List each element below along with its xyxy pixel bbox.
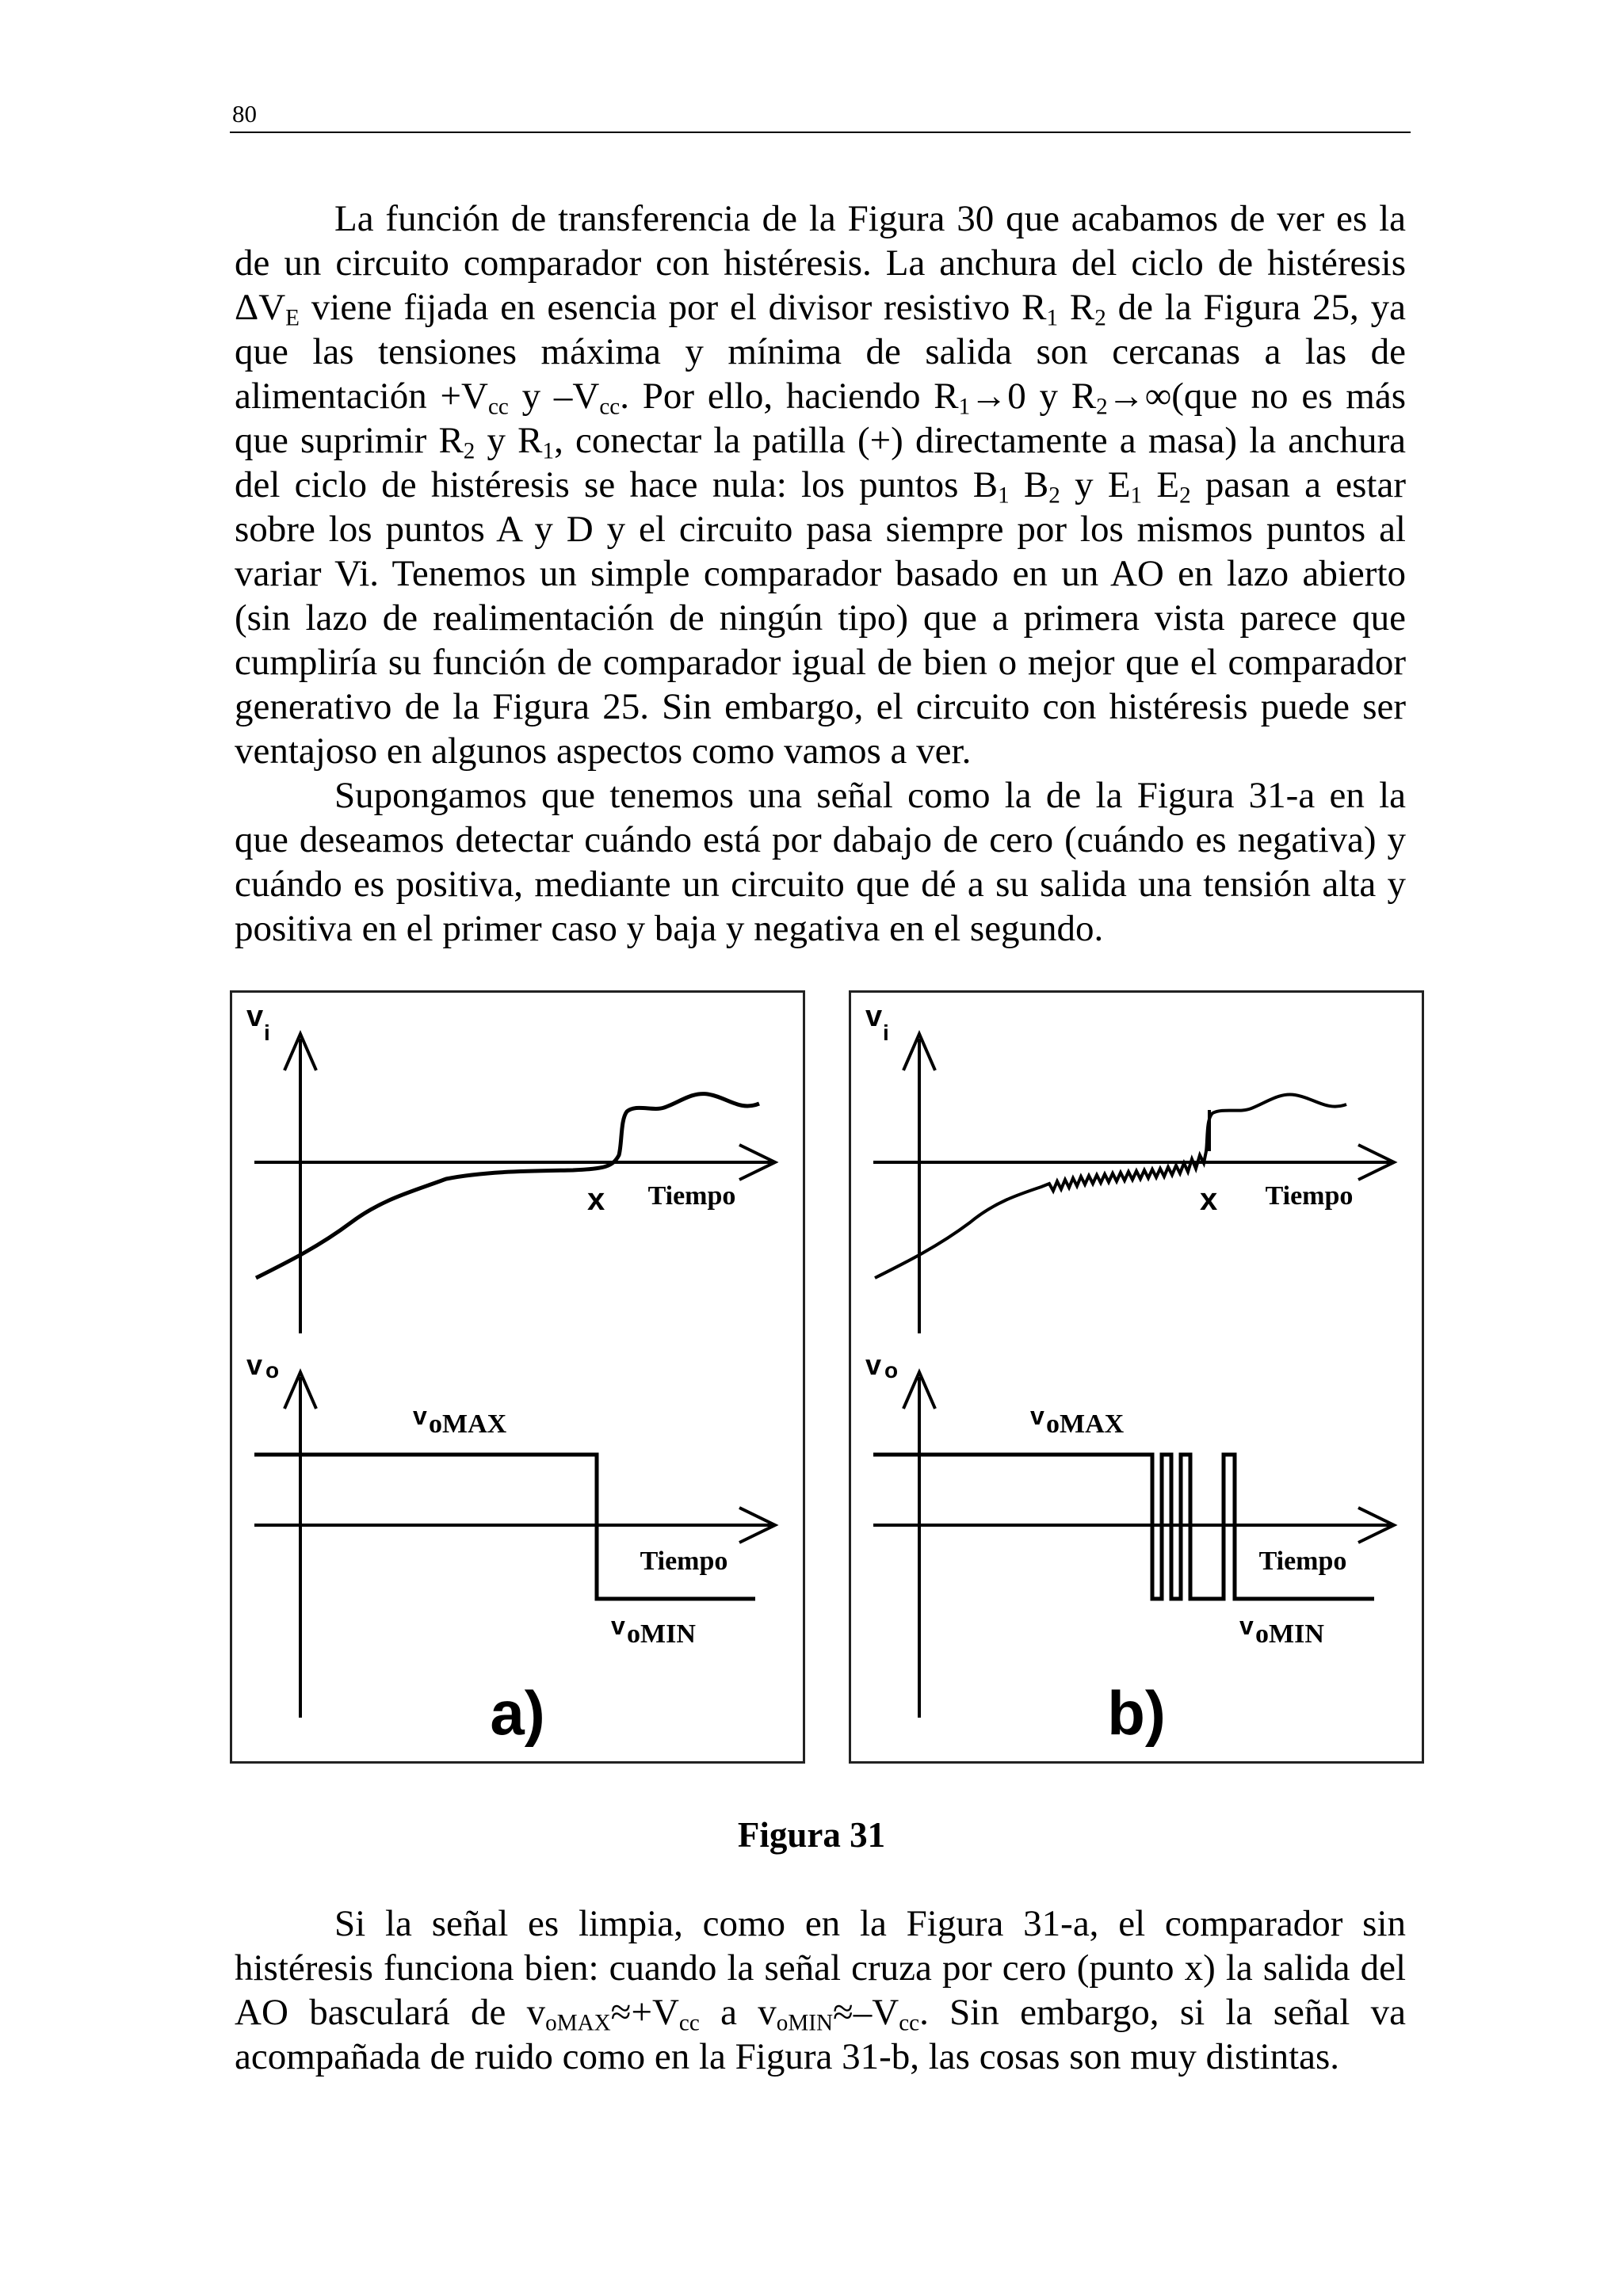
panel-a-graphics	[232, 993, 803, 1761]
time-label-top: Tiempo	[1265, 1181, 1354, 1211]
vomin-label: oMIN	[1255, 1619, 1324, 1649]
panel-label-a: a)	[490, 1678, 545, 1748]
vi-axis-sub: i	[264, 1020, 270, 1045]
paragraph: Supongamos que tenemos una señal como la de la Figura 31-a en la que deseamos detectar cuándo está por dabajo de cero (cuándo es negativa) y cuándo es positiva, mediante un circuito que dé a su salida una tensión alta y positiva en el primer caso y baja y negativa en el segundo.	[235, 775, 1406, 949]
vi-axis-label: v	[246, 1000, 264, 1033]
vomax-v: v	[1030, 1402, 1044, 1430]
figure-panel-b	[849, 990, 1424, 1764]
vi-axis-sub: i	[883, 1020, 889, 1045]
body-text-bottom	[235, 1901, 1406, 2079]
body-text-top	[235, 196, 1406, 951]
figure-panel-a	[230, 990, 805, 1764]
vomax-label: oMAX	[1046, 1409, 1125, 1439]
vo-axis-sub: o	[884, 1358, 899, 1383]
vomax-label: oMAX	[429, 1409, 507, 1439]
page-number: 80	[232, 100, 257, 128]
vo-axis-label: v	[865, 1348, 882, 1381]
vo-axis-label: v	[246, 1348, 263, 1381]
crossing-point-label: x	[587, 1182, 605, 1217]
vomax-v: v	[413, 1402, 427, 1430]
header-rule	[230, 132, 1411, 133]
vo-axis-sub: o	[265, 1358, 280, 1383]
time-label-top: Tiempo	[647, 1181, 736, 1211]
vomin-v: v	[1239, 1611, 1254, 1640]
time-label-bottom: Tiempo	[1258, 1547, 1347, 1576]
vomin-v: v	[611, 1611, 625, 1640]
paragraph: La función de transferencia de la Figura 30 que acabamos de ver es la de un circuito comparador con histéresis. La anchura del ciclo de histéresis $\Delta V_E$ viene fijada en esencia por el divisor resistivo $R_1$ $R_2$ de la Figura 25, ya que las tensiones máxima y mínima de salida son cercanas a las de alimentación $+V_{cc}$ y $-V_{cc}$. Por ello, haciendo $R_1\to 0$ y $R_2\to\infty(que$ no es más que suprimir $R_2$ y $R_1$, conectar la patilla (+) directamente a masa) la anchura del ciclo de histéresis se hace nula: los puntos $B_1$ $B_2$ y $E_1$ $E_2$ pasan a estar sobre los puntos A y D y el circuito pasa siempre por los mismos puntos al variar Vi. Tenemos un simple comparador basado en un AO en lazo abierto (sin lazo de realimentación de ningún tipo) que a primera vista parece que cumpliría su función de comparador igual de bien o mejor que el comparador generativo de la Figura 25. Sin embargo, el circuito con histéresis puede ser ventajoso en algunos aspectos como vamos a ver.	[235, 198, 1406, 772]
vomin-label: oMIN	[627, 1619, 696, 1649]
figure-caption: Figura 31	[737, 1815, 886, 1855]
panel-label-b: b)	[1107, 1678, 1166, 1748]
crossing-point-label: x	[1200, 1182, 1218, 1217]
time-label-bottom: Tiempo	[640, 1547, 728, 1576]
panel-b-graphics	[851, 993, 1422, 1761]
paragraph: Si la señal es limpia, como en la Figura 31-a, el comparador sin histéresis funciona bien: cuando la señal cruza por cero (punto x) la salida del AO basculará de $v_{oMAX}\approx+V_{cc}$ a $v_{oMIN}\approx-V_{cc}$. Sin embargo, si la señal va acompañada de ruido como en la Figura 31-b, las cosas son muy distintas.	[235, 1903, 1406, 2077]
vi-axis-label: v	[865, 1000, 883, 1033]
